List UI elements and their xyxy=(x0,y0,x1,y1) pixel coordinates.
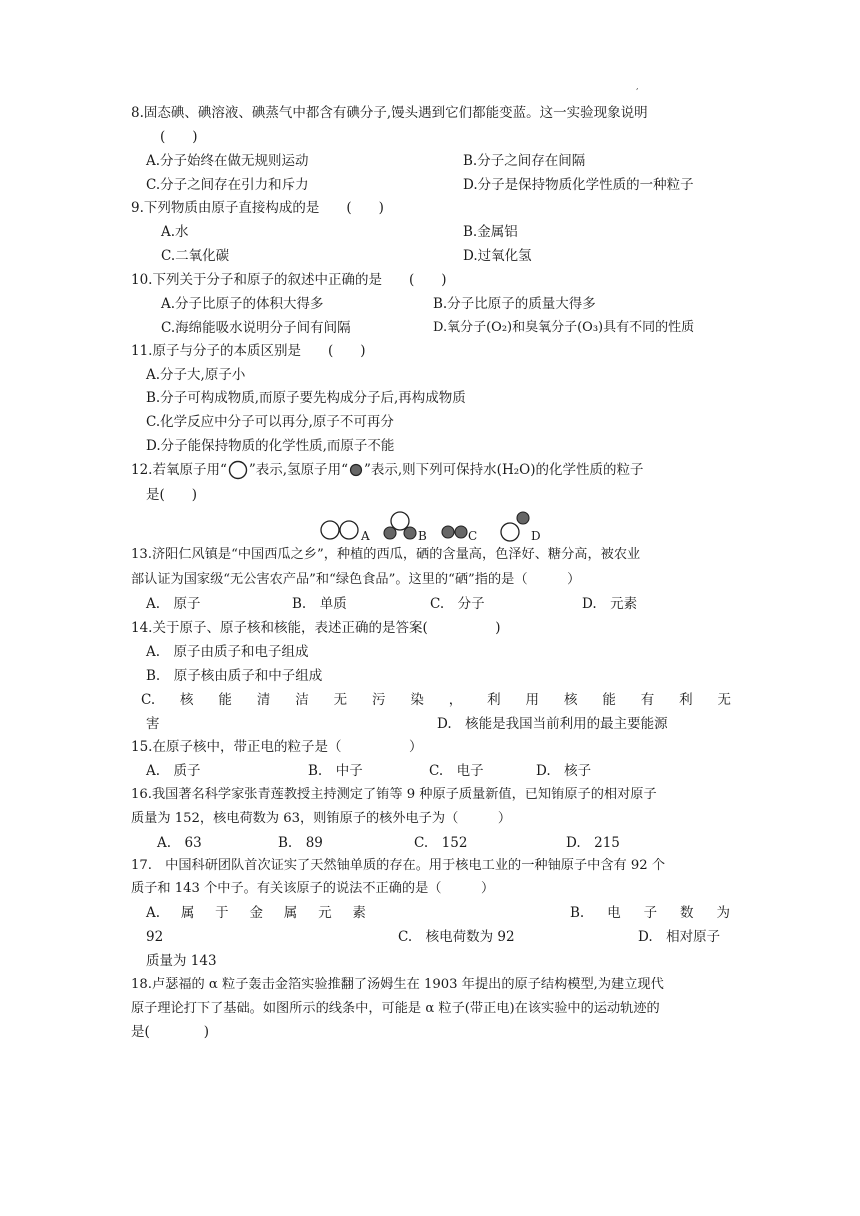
q15-option-d: D. 核子 xyxy=(536,763,592,779)
q9-option-c: C.二氧化碳 xyxy=(161,248,230,264)
q17-stem: 17. 中国科研团队首次证实了天然铀单质的存在。用于核电工业的一种铀原子中含有 92 个 xyxy=(131,858,666,873)
q18-stem-2: 原子理论打下了基础。如图所示的线条中，可能是 α 粒子(带正电)在该实验中的运动轨迹的 xyxy=(131,1001,660,1016)
q17-b-char: 为 xyxy=(716,905,730,921)
q14-c-char: 利 xyxy=(679,692,693,708)
q17-a-char: 元 xyxy=(318,905,332,921)
oxygen-atom-icon xyxy=(227,460,249,480)
q14-option-b: B. 原子核由质子和中子组成 xyxy=(146,668,323,684)
q10-option-d: D.氧分子(O₂)和臭氧分子(O₃)具有不同的性质 xyxy=(433,320,695,335)
q17-a-char: 金 xyxy=(249,905,263,921)
q14-c-char: 无 xyxy=(717,692,731,708)
q14-option-c-end: 害 xyxy=(146,716,160,732)
q15-stem: 15.在原子核中，带正电的粒子是（ ） xyxy=(131,739,423,755)
q16-option-b: B. 89 xyxy=(278,835,323,851)
q14-c-char: ， xyxy=(448,692,463,708)
q15-option-c: C. 电子 xyxy=(429,763,484,779)
q17-a-char: 于 xyxy=(215,905,229,921)
q16-option-a: A. 63 xyxy=(157,835,202,851)
q13-option-a: A. 原子 xyxy=(146,596,201,612)
q11-option-a: A.分子大,原子小 xyxy=(146,367,246,383)
q14-c-char: 用 xyxy=(525,692,540,708)
q9-option-d: D.过氧化氢 xyxy=(463,248,532,264)
q14-c-char: 污 xyxy=(371,692,386,708)
q9-option-b: B.金属铝 xyxy=(463,224,518,240)
q13-option-c: C. 分子 xyxy=(430,596,485,612)
q17-a-char: A. xyxy=(146,905,161,921)
q10-stem: 10.下列关于分子和原子的叙述中正确的是 ( ) xyxy=(131,272,447,288)
q11-stem: 11.原子与分子的本质区别是 ( ) xyxy=(131,343,366,359)
q14-c-char: 清 xyxy=(256,692,271,708)
q17-option-d-end: 质量为 143 xyxy=(146,953,217,969)
q12-stem xyxy=(131,460,643,480)
molecule-d-icon xyxy=(501,512,529,541)
q14-c-char: 利 xyxy=(487,692,501,708)
q15-option-a: A. 质子 xyxy=(146,763,201,779)
molecule-a-icon xyxy=(321,521,358,539)
q14-option-a: A. 原子由质子和电子组成 xyxy=(146,644,309,660)
q13-stem: 13.济阳仁风镇是“中国西瓜之乡”，种植的西瓜，硒的含量高，色泽好、糖分高，被农业 xyxy=(131,547,641,562)
q8-option-a: A.分子始终在做无规则运动 xyxy=(146,153,309,169)
molecule-diagram xyxy=(318,510,558,544)
molecule-d-label: D xyxy=(531,529,541,543)
q14-c-char: 能 xyxy=(218,692,232,708)
q17-a-char: 属 xyxy=(180,905,195,921)
q17-b-char: 子 xyxy=(643,905,658,921)
q17-b-char: 数 xyxy=(680,905,694,921)
q10-option-a: A.分子比原子的体积大得多 xyxy=(161,296,324,312)
q17-option-a xyxy=(146,903,366,923)
q17-option-b-end: 92 xyxy=(146,929,164,945)
q9-stem: 9.下列物质由原子直接构成的是 ( ) xyxy=(131,200,384,216)
q15-option-b: B. 中子 xyxy=(308,763,363,779)
q11-option-d: D.分子能保持物质的化学性质,而原子不能 xyxy=(146,438,395,454)
q8-option-b: B.分子之间存在间隔 xyxy=(463,153,586,169)
q17-a-char: 素 xyxy=(352,905,366,921)
q11-option-b: B.分子可构成物质,而原子要先构成分子后,再构成物质 xyxy=(146,390,466,406)
molecule-c-label: C xyxy=(468,529,478,543)
q17-stem-2: 质子和 143 个中子。有关该原子的说法不正确的是（ ） xyxy=(131,881,495,896)
q12-stem-mid: ”表示,氢原子用“ xyxy=(248,462,348,478)
q13-option-d: D. 元素 xyxy=(582,596,638,612)
q8-stem-2: ( ) xyxy=(160,129,198,145)
header-mark: , xyxy=(636,82,639,91)
q9-option-a: A.水 xyxy=(161,224,189,240)
q14-c-char: 洁 xyxy=(295,692,309,708)
q16-option-d: D. 215 xyxy=(566,835,620,851)
q14-c-char: C. xyxy=(141,692,156,708)
q16-option-c: C. 152 xyxy=(414,835,468,851)
q16-stem: 16.我国著名科学家张青莲教授主持测定了铕等 9 种原子质量新值，已知铕原子的相对原子 xyxy=(131,787,657,802)
molecule-a-label: A xyxy=(361,529,370,543)
q14-c-char: 核 xyxy=(180,692,194,708)
q17-option-c: C. 核电荷数为 92 xyxy=(398,929,515,945)
q12-molecule-options xyxy=(318,510,558,544)
q8-stem: 8.固态碘、碘溶液、碘蒸气中都含有碘分子,馒头遇到它们都能变蓝。这一实验现象说明 xyxy=(131,105,648,121)
q14-c-char: 有 xyxy=(640,692,655,708)
q14-option-d: D. 核能是我国当前利用的最主要能源 xyxy=(437,716,668,732)
q18-stem-3: 是( ) xyxy=(131,1024,210,1040)
q17-b-char: B. xyxy=(570,905,585,921)
q13-stem-2: 部认证为国家级“无公害农产品”和“绿色食品”。这里的“硒”指的是（ ） xyxy=(131,572,581,587)
molecule-b-label: B xyxy=(418,529,427,543)
q14-c-char: 核 xyxy=(563,692,578,708)
q17-option-b xyxy=(570,903,730,923)
q10-option-c: C.海绵能吸水说明分子间有间隔 xyxy=(161,320,351,336)
hydrogen-atom-icon xyxy=(348,460,364,480)
q13-option-b: B. 单质 xyxy=(292,596,347,612)
molecule-c-icon xyxy=(442,526,467,538)
q14-c-char: 能 xyxy=(602,692,616,708)
q14-c-char: 染 xyxy=(410,692,424,708)
q17-a-char: 属 xyxy=(283,905,298,921)
q14-stem: 14.关于原子、原子核和核能，表述正确的是答案( ) xyxy=(131,620,501,636)
q14-option-c xyxy=(141,690,731,710)
q17-option-d: D. 相对原子 xyxy=(638,929,721,945)
q16-stem-2: 质量为 152，核电荷数为 63，则铕原子的核外电子为（ ） xyxy=(131,811,512,826)
q12-stem-pre: 12.若氧原子用“ xyxy=(131,462,227,478)
q11-option-c: C.化学反应中分子可以再分,原子不可再分 xyxy=(146,414,394,430)
q12-stem-2: 是( ) xyxy=(146,487,198,503)
q17-b-char: 电 xyxy=(607,905,621,921)
q8-option-c: C.分子之间存在引力和斥力 xyxy=(146,177,309,193)
q14-c-char: 无 xyxy=(333,692,348,708)
q12-stem-post: ”表示,则下列可保持水(H₂O)的化学性质的粒子 xyxy=(363,462,644,478)
q8-option-d: D.分子是保持物质化学性质的一种粒子 xyxy=(463,177,694,193)
q18-stem: 18.卢瑟福的 α 粒子轰击金箔实验推翻了汤姆生在 1903 年提出的原子结构模型,为建立现代 xyxy=(131,977,664,992)
molecule-b-icon xyxy=(384,512,416,539)
q10-option-b: B.分子比原子的质量大得多 xyxy=(433,296,596,312)
